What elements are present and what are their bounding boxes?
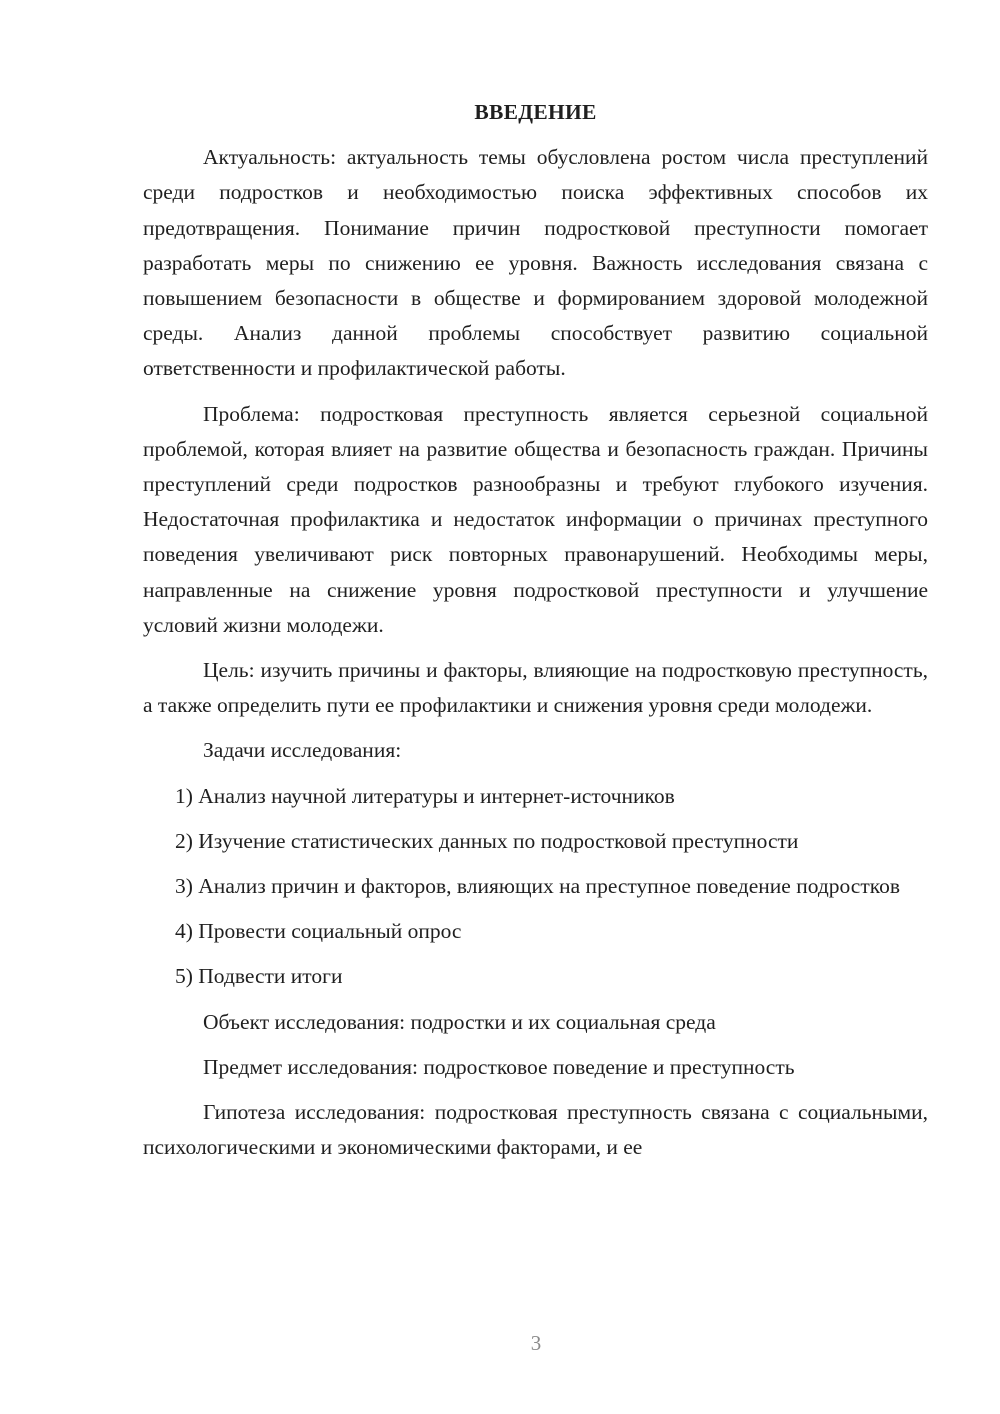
page-number: 3 [530, 1331, 542, 1355]
hypothesis-paragraph: Гипотеза исследования: подростковая преступность связана с социальными, психологическими и экономическими факторами, и ее [143, 1100, 928, 1160]
problem-paragraph: Проблема: подростковая преступность является серьезной социальной проблемой, которая влияет на развитие общества и безопасность граждан. Причины преступлений среди подростков разнообразны и требуют глубокого изучения. Недостаточная профилактика и недостаток информации о причинах преступного поведения увеличивают риск повторных правонарушений. Необходимы меры, направленные на снижение уровня подростковой преступности и улучшение условий жизни молодежи. [143, 401, 928, 637]
tasks-heading: Задачи исследования: [203, 738, 402, 763]
page-title: ВВЕДЕНИЕ [474, 100, 597, 124]
task-item: 2) Изучение статистических данных по подростковой преступности [175, 828, 799, 853]
task-item: 3) Анализ причин и факторов, влияющих на преступное поведение подростков [175, 874, 900, 899]
relevance-paragraph: Актуальность: актуальность темы обусловлена ростом числа преступлений среди подростков и необходимостью поиска эффективных способов их предотвращения. Понимание причин подростковой преступности помогает разработать меры по снижению ее уровня. Важность исследования связана с повышением безопасности в обществе и формированием здоровой молодежной среды. Анализ данной проблемы способствует развитию социальной ответственности и профилактической работы. [143, 145, 928, 381]
task-item: 4) Провести социальный опрос [175, 919, 462, 944]
object-paragraph: Объект исследования: подростки и их социальная среда [203, 1009, 716, 1034]
goal-paragraph: Цель: изучить причины и факторы, влияющие на подростковую преступность, а также определить пути ее профилактики и снижения уровня среди молодежи. [143, 658, 928, 718]
document-body [143, 95, 928, 1175]
subject-paragraph: Предмет исследования: подростковое поведение и преступность [203, 1054, 795, 1079]
task-item: 1) Анализ научной литературы и интернет-источников [175, 783, 675, 808]
task-item: 5) Подвести итоги [175, 964, 343, 989]
